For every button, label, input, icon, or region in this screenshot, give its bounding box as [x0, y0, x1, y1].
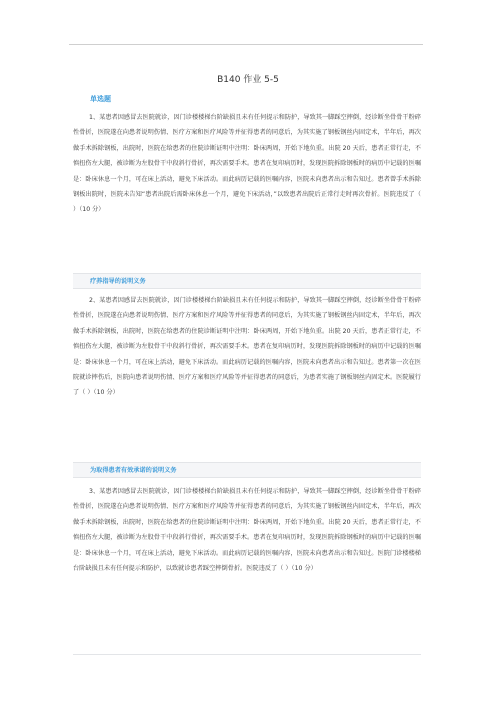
question-3-divider [73, 654, 421, 655]
question-3-text: 3、某患者因感冒去医院就诊，因门诊楼楼梯台阶缺损且未有任何提示和防护，导致其一脚踩空摔倒，经诊断坐骨骨干粉碎性骨折，医院遂在向患者说明伤情、医疗方案和医疗风险等并征得患者的同意后，为其实施了钢板钢丝内固定术，半年后，再次做手术拆除钢板，出院时，医院在给患者的住院诊断证明中注明：卧床两周，开始下地负重。出院 20 天后，患者正常行走，不慎扭伤左大腿，被诊断为左股骨干中段斜行骨折，再次需要手术。患者在复印病历时，发现医院拆除钢板时的病历中记载的医嘱是：卧床休息一个月，可在床上活动，避免下床活动。而此病历记载的医嘱内容，医院未向患者出示和告知过。医院门诊楼楼梯台阶缺损且未有任何提示和防护，以致就诊患者踩空摔倒骨折。医院违反了（ ）（10 分） [73, 488, 421, 573]
question-1-answer: 疗养指导的说明义务 [73, 273, 421, 289]
section-heading: 单选题 [90, 95, 111, 103]
header-divider [69, 44, 423, 45]
question-1-text: 1、某患者因感冒去医院就诊，因门诊楼楼梯台阶缺损且未有任何提示和防护，导致其一脚踩空摔倒，经诊断坐骨骨干粉碎性骨折，医院遂在向患者说明伤情、医疗方案和医疗风险等并征得患者的同意后，为其实施了钢板钢丝内固定术，半年后，再次做手术拆除钢板，出院时，医院在给患者的住院诊断证明中注明：卧床两周，开始下地负重。出院 20 天后，患者正常行走，不慎扭伤左大腿，被诊断为左股骨干中段斜行骨折，再次需要手术。患者在复印病历时，发现医院拆除钢板时的病历中记载的医嘱是：卧床休息一个月，可在床上活动，避免下床活动。而此病历记载的医嘱内容，医院未向患者出示和告知过。患者曾手术拆除钢板出院时，医院未告知“患者出院后需卧床休息一个月，避免下床活动，”以致患者出院后正常行走时再次骨折。医院违反了（ ）（10 分） [73, 114, 421, 214]
document-title: B140 作业 5-5 [217, 75, 279, 85]
question-2-text: 2、某患者因感冒去医院就诊，因门诊楼楼梯台阶缺损且未有任何提示和防护，导致其一脚踩空摔倒，经诊断坐骨骨干粉碎性骨折，医院遂在向患者说明伤情、医疗方案和医疗风险等并征得患者的同意后，为其实施了钢板钢丝内固定术，半年后，再次做手术拆除钢板，出院时，医院在给患者的住院诊断证明中注明：卧床两周，开始下地负重。出院 20 天后，患者正常行走，不慎扭伤左大腿，被诊断为左股骨干中段斜行骨折，再次需要手术。患者在复印病历时，发现医院拆除钢板时的病历中记载的医嘱是：卧床休息一个月，可在床上活动，避免下床活动。而此病历记载的医嘱内容，医院未向患者出示和告知过。患者第一次在医院就诊摔伤后，医院向患者说明伤情、医疗方案和医疗风险等并征得患者的同意后，为患者实施了钢板钢丝内固定术。医院履行了（ ）（10 分） [73, 297, 421, 397]
question-2-answer: 为取得患者有效承诺的说明义务 [73, 462, 421, 478]
